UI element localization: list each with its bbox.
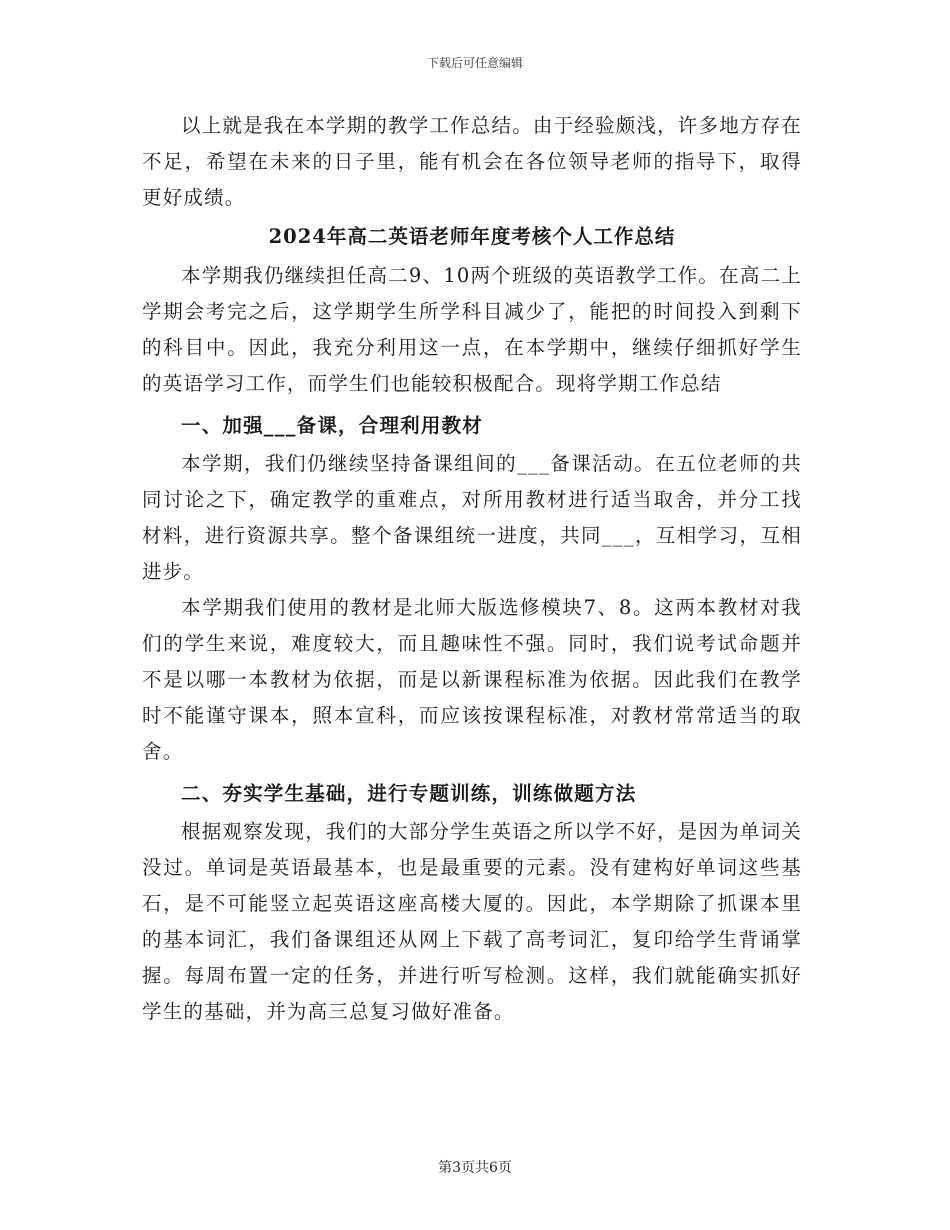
section-heading-1: 一、加强___备课，合理利用教材 — [181, 414, 483, 437]
page-header: 下载后可任意编辑 — [426, 56, 523, 70]
section-heading-2: 二、夯实学生基础，进行专题训练，训练做题方法 — [181, 782, 637, 805]
body-paragraph-2: 本学期，我们仍继续坚持备课组间的___备课活动。在五位老师的共同讨论之下，确定教学的重难点，对所用教材进行适当取舍，并分工找材料，进行资源共享。整个备课组统一进度，共同___，互相学习，互相进步。 — [142, 452, 802, 583]
body-paragraph-1: 本学期我仍继续担任高二9、10两个班级的英语教学工作。在高二上学期会考完之后，这学期学生所学科目减少了，能把的时间投入到剩下的科目中。因此，我充分利用这一点，在本学期中，继续仔细抓好学生的英语学习工作，而学生们也能较积极配合。现将学期工作总结 — [142, 264, 802, 395]
body-paragraph-4: 根据观察发现，我们的大部分学生英语之所以学不好，是因为单词关没过。单词是英语最基本，也是最重要的元素。没有建构好单词这些基石，是不可能竖立起英语这座高楼大厦的。因此，本学期除了抓课本里的基本词汇，我们备课组还从网上下载了高考词汇，复印给学生背诵掌握。每周布置一定的任务，并进行听写检测。这样，我们就能确实抓好学生的基础，并为高三总复习做好准备。 — [142, 820, 803, 1023]
page-number: 第3页共6页 — [438, 1160, 512, 1176]
document-body — [142, 108, 802, 1030]
body-paragraph-3: 本学期我们使用的教材是北师大版选修模块7、8。这两本教材对我们的学生来说，难度较大，而且趣味性不强。同时，我们说考试命题并不是以哪一本教材为依据，而是以新课程标准为依据。因此我们在教学时不能谨守课本，照本宣科，而应该按课程标准，对教材常常适当的取舍。 — [142, 596, 802, 763]
intro-paragraph: 以上就是我在本学期的教学工作总结。由于经验颇浅，许多地方存在不足，希望在未来的日子里，能有机会在各位领导老师的指导下，取得更好成绩。 — [142, 114, 803, 209]
document-title: 2024年高二英语老师年度考核个人工作总结 — [268, 225, 676, 248]
